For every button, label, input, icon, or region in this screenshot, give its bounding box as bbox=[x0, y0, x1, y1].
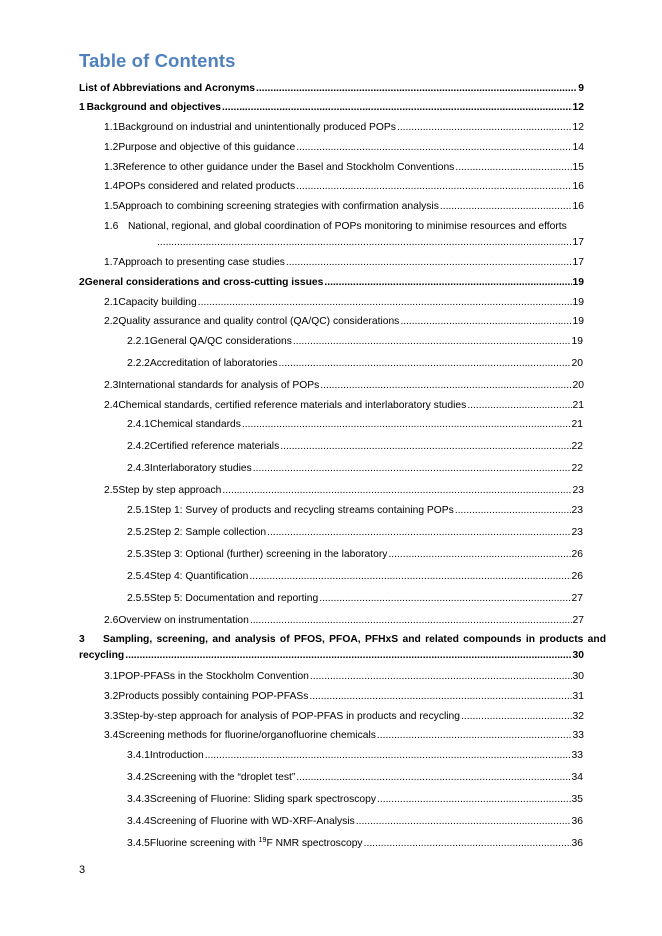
toc-entry-number: 2.2.1 bbox=[127, 336, 150, 347]
leader-dots bbox=[242, 418, 571, 431]
leader-dots bbox=[455, 504, 571, 517]
toc-entry-title: Step-by-step approach for analysis of POP-PFAS in products and recycling bbox=[118, 711, 461, 722]
toc-entry-number: 2.5.1 bbox=[127, 505, 150, 516]
toc-entry-page: 23 bbox=[571, 527, 583, 538]
toc-entry-page: 12 bbox=[572, 102, 584, 113]
toc-entry-title: Chemical standards bbox=[149, 419, 241, 430]
toc-entry-page: 36 bbox=[571, 838, 583, 849]
toc-entry-title: Reference to other guidance under the Basel and Stockholm Conventions bbox=[118, 162, 455, 173]
toc-entry-title: Chemical standards, certified reference materials and interlaboratory studies bbox=[118, 400, 467, 411]
toc-entry-section-1-6[interactable] bbox=[0, 220, 662, 252]
toc-entry-number: 1.1 bbox=[104, 122, 119, 133]
toc-entry-title: Step 1: Survey of products and recycling streams containing POPs bbox=[149, 505, 454, 516]
leader-dots bbox=[467, 399, 571, 412]
toc-entry-page: 23 bbox=[571, 505, 583, 516]
toc-entry-number: 2.2.2 bbox=[127, 358, 150, 369]
toc-entry-page: 21 bbox=[572, 400, 584, 411]
toc-entry-number: 1 bbox=[79, 102, 85, 113]
toc-entry-title: Step 2: Sample collection bbox=[149, 527, 267, 538]
toc-entry-number: 2.5.2 bbox=[127, 527, 150, 538]
toc-entry-page: 23 bbox=[572, 485, 584, 496]
leader-dots bbox=[397, 121, 572, 134]
leader-dots bbox=[455, 161, 571, 174]
toc-entry-page: 20 bbox=[572, 380, 584, 391]
toc-entry-page: 21 bbox=[571, 419, 583, 430]
toc-entry-number: 3.1 bbox=[104, 671, 119, 682]
toc-entry-number: 3.4.5 bbox=[127, 838, 150, 849]
toc-entry-number: 2.4.2 bbox=[127, 441, 150, 452]
toc-entry-page: 16 bbox=[572, 181, 584, 192]
toc-entry-page: 15 bbox=[572, 162, 584, 173]
toc-entry-page: 19 bbox=[572, 316, 584, 327]
leader-dots bbox=[296, 141, 571, 154]
superscript-isotope: 19 bbox=[258, 837, 267, 844]
leader-dots bbox=[279, 357, 571, 370]
leader-dots bbox=[377, 793, 571, 806]
toc-entry-number: 3.2 bbox=[104, 691, 119, 702]
toc-entry-page: 20 bbox=[571, 358, 583, 369]
toc-entry-number: 3.3 bbox=[104, 711, 119, 722]
leader-dots bbox=[296, 771, 570, 784]
toc-entry-title: Certified reference materials bbox=[149, 441, 280, 452]
toc-entry-number: 2.6 bbox=[104, 615, 119, 626]
toc-entry-title: Step 3: Optional (further) screening in the laboratory bbox=[149, 549, 388, 560]
toc-entry-number: 1.7 bbox=[104, 257, 119, 268]
toc-entry-number: 2.4.1 bbox=[127, 419, 150, 430]
toc-entry-title: Approach to presenting case studies bbox=[118, 257, 285, 268]
toc-entry-page: 32 bbox=[572, 711, 584, 722]
toc-entry-page: 19 bbox=[572, 277, 584, 288]
toc-entry-page: 34 bbox=[571, 772, 583, 783]
leader-dots bbox=[293, 335, 571, 348]
toc-entry-page: 30 bbox=[572, 671, 584, 682]
toc-entry-title: Sampling, screening, and analysis of PFOS, PFOA, PFHxS and related compounds in products and bbox=[103, 634, 606, 645]
toc-entry-number: 3 bbox=[79, 634, 85, 645]
page-title: Table of Contents bbox=[79, 50, 236, 71]
toc-entry-title: Screening with the “droplet test” bbox=[149, 772, 296, 783]
toc-entry-title: Background on industrial and unintentionally produced POPs bbox=[118, 122, 396, 133]
leader-dots bbox=[320, 379, 571, 392]
toc-entry-title: POP-PFASs in the Stockholm Convention bbox=[118, 671, 309, 682]
leader-dots bbox=[249, 570, 570, 583]
leader-dots bbox=[205, 749, 571, 762]
toc-entry-number: 2.4 bbox=[104, 400, 119, 411]
leader-dots bbox=[222, 101, 572, 114]
toc-entry-number: 3.4.2 bbox=[127, 772, 150, 783]
leader-dots bbox=[296, 180, 571, 193]
toc-entry-title: Overview on instrumentation bbox=[118, 615, 249, 626]
toc-entry-title: General considerations and cross-cutting issues bbox=[84, 277, 324, 288]
leader-dots bbox=[222, 484, 571, 497]
toc-entry-number: 2.5.5 bbox=[127, 593, 150, 604]
leader-dots bbox=[157, 236, 572, 249]
toc-entry-page: 26 bbox=[571, 571, 583, 582]
toc-entry-page: 22 bbox=[571, 463, 583, 474]
toc-entry-title: Background and objectives bbox=[86, 102, 222, 113]
leader-dots bbox=[280, 440, 570, 453]
toc-entry-number: 3.4.3 bbox=[127, 794, 150, 805]
toc-entry-title: Step 5: Documentation and reporting bbox=[149, 593, 319, 604]
leader-dots bbox=[356, 815, 571, 828]
toc-entry-page: 31 bbox=[572, 691, 584, 702]
toc-entry-page: 36 bbox=[571, 816, 583, 827]
toc-entry-number: 1.6 bbox=[104, 221, 119, 232]
toc-entry-number: 1.4 bbox=[104, 181, 119, 192]
leader-dots bbox=[309, 690, 571, 703]
toc-entry-number: 2 bbox=[79, 277, 85, 288]
toc-entry-title: Purpose and objective of this guidance bbox=[118, 142, 296, 153]
leader-dots bbox=[461, 710, 572, 723]
toc-entry-page: 35 bbox=[571, 794, 583, 805]
toc-entry-page: 19 bbox=[572, 297, 584, 308]
page-number: 3 bbox=[79, 864, 86, 876]
toc-entry-page: 26 bbox=[571, 549, 583, 560]
toc-entry-page: 16 bbox=[572, 201, 584, 212]
toc-entry-title: Approach to combining screening strategies with confirmation analysis bbox=[118, 201, 439, 212]
toc-entry-number: 1.5 bbox=[104, 201, 119, 212]
toc-entry-page: 14 bbox=[572, 142, 584, 153]
leader-dots bbox=[377, 729, 572, 742]
toc-entry-page: 9 bbox=[578, 83, 584, 94]
leader-dots bbox=[364, 837, 571, 850]
toc-entry-number: 3.4.4 bbox=[127, 816, 150, 827]
toc-entry-title: POPs considered and related products bbox=[118, 181, 296, 192]
toc-entry-number: 3.4.1 bbox=[127, 750, 150, 761]
leader-dots bbox=[198, 296, 572, 309]
toc-entry-page: 30 bbox=[572, 650, 584, 661]
toc-entry-title: Introduction bbox=[149, 750, 204, 761]
toc-entry-page: 17 bbox=[572, 237, 584, 248]
toc-entry-page: 22 bbox=[571, 441, 583, 452]
toc-entry-title: General QA/QC considerations bbox=[149, 336, 292, 347]
toc-entry-page: 27 bbox=[571, 593, 583, 604]
toc-entry-title: Interlaboratory studies bbox=[149, 463, 252, 474]
toc-entry-title: List of Abbreviations and Acronyms bbox=[79, 83, 256, 94]
toc-entry-number: 2.5 bbox=[104, 485, 119, 496]
toc-entry-title: Capacity building bbox=[118, 297, 197, 308]
toc-entry-page: 12 bbox=[572, 122, 584, 133]
toc-entry-section-3[interactable] bbox=[0, 633, 662, 665]
toc-entry-title bbox=[150, 837, 363, 850]
leader-dots bbox=[440, 200, 572, 213]
toc-entry-number: 2.5.4 bbox=[127, 571, 150, 582]
leader-dots bbox=[267, 526, 570, 539]
leader-dots bbox=[310, 670, 572, 683]
toc-entry-title: Step by step approach bbox=[118, 485, 222, 496]
toc-entry-number: 2.5.3 bbox=[127, 549, 150, 560]
toc-entry-title: Screening of Fluorine: Sliding spark spectroscopy bbox=[149, 794, 376, 805]
toc-entry-title: Step 4: Quantification bbox=[149, 571, 249, 582]
toc-entry-page: 27 bbox=[572, 615, 584, 626]
toc-entry-title: Accreditation of laboratories bbox=[149, 358, 278, 369]
toc-entry-title: Quality assurance and quality control (QA/QC) considerations bbox=[118, 316, 400, 327]
title-suffix: F NMR spectroscopy bbox=[266, 838, 363, 849]
toc-entry-page: 19 bbox=[571, 336, 583, 347]
toc-entry-title: Screening of Fluorine with WD-XRF-Analysis bbox=[149, 816, 355, 827]
leader-dots bbox=[256, 82, 577, 95]
toc-entry-page: 17 bbox=[572, 257, 584, 268]
toc-entry-number: 3.4 bbox=[104, 730, 119, 741]
toc-entry-title: Products possibly containing POP-PFASs bbox=[118, 691, 309, 702]
leader-dots bbox=[253, 462, 571, 475]
toc-entry-title: National, regional, and global coordination of POPs monitoring to minimise resources and efforts bbox=[128, 221, 567, 232]
toc-entry-number: 1.3 bbox=[104, 162, 119, 173]
toc-entry-number: 2.1 bbox=[104, 297, 119, 308]
toc-entry-title-continued: recycling bbox=[79, 650, 125, 661]
leader-dots bbox=[250, 614, 572, 627]
toc-entry-title: Screening methods for fluorine/organofluorine chemicals bbox=[118, 730, 376, 741]
leader-dots bbox=[125, 649, 571, 662]
leader-dots bbox=[324, 276, 571, 289]
toc-entry-number: 1.2 bbox=[104, 142, 119, 153]
leader-dots bbox=[286, 256, 572, 269]
toc-entry-page: 33 bbox=[571, 750, 583, 761]
leader-dots bbox=[400, 315, 571, 328]
toc-entry-page: 33 bbox=[572, 730, 584, 741]
toc-entry-number: 2.2 bbox=[104, 316, 119, 327]
title-prefix: Fluorine screening with bbox=[149, 838, 259, 849]
leader-dots bbox=[388, 548, 570, 561]
leader-dots bbox=[319, 592, 570, 605]
toc-entry-number: 2.3 bbox=[104, 380, 119, 391]
toc-entry-number: 2.4.3 bbox=[127, 463, 150, 474]
toc-entry-title: International standards for analysis of POPs bbox=[118, 380, 320, 391]
